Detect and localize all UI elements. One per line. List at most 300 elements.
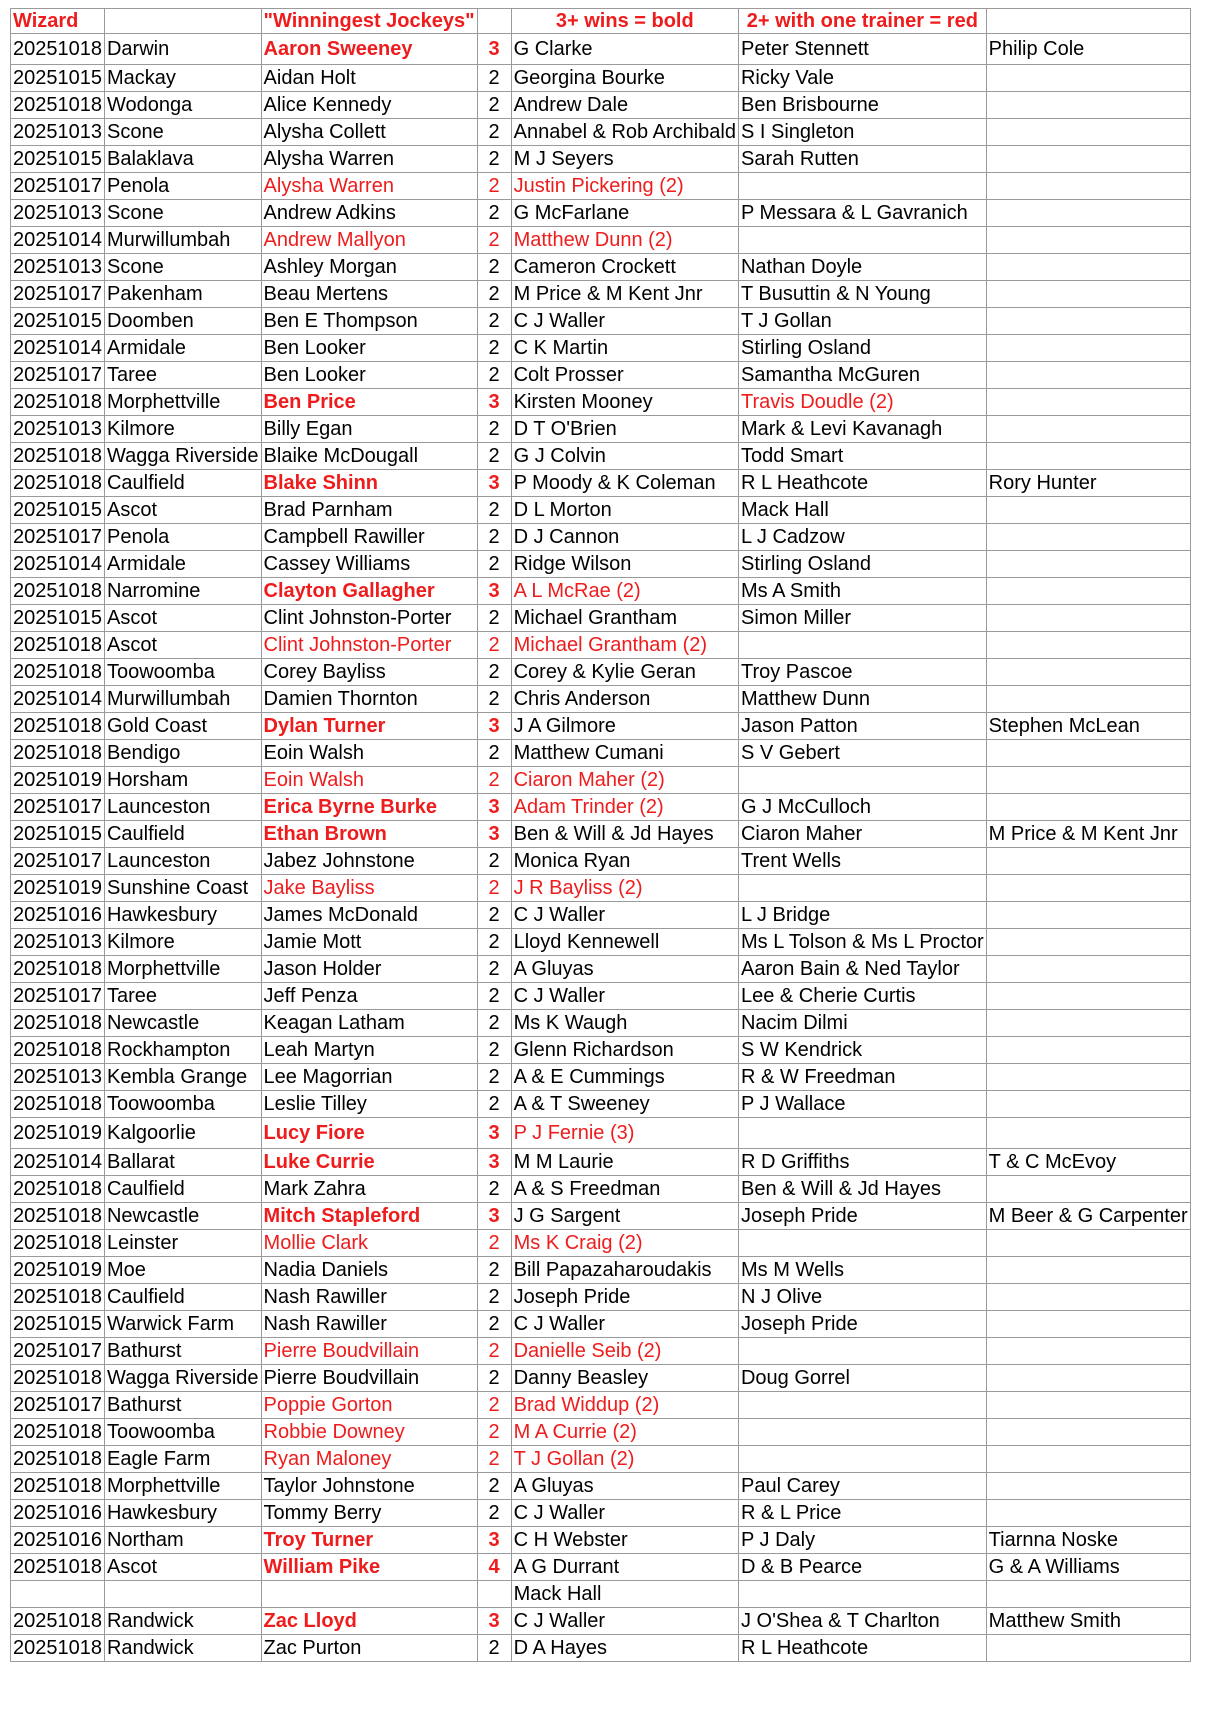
date-cell[interactable]: 20251019 [11, 875, 105, 902]
wins-cell[interactable]: 2 [477, 659, 511, 686]
date-cell[interactable]: 20251018 [11, 1608, 105, 1635]
jockey-cell[interactable]: Eoin Walsh [261, 740, 477, 767]
jockey-cell[interactable]: Andrew Mallyon [261, 227, 477, 254]
jockey-cell[interactable]: Beau Mertens [261, 281, 477, 308]
venue-cell[interactable]: Morphettville [104, 1473, 261, 1500]
wins-cell[interactable]: 2 [477, 362, 511, 389]
jockey-cell[interactable]: William Pike [261, 1554, 477, 1581]
venue-cell[interactable]: Eagle Farm [104, 1446, 261, 1473]
wins-cell[interactable]: 2 [477, 65, 511, 92]
venue-cell[interactable]: Balaklava [104, 146, 261, 173]
venue-cell[interactable]: Toowoomba [104, 1419, 261, 1446]
trainer-1-cell[interactable]: T J Gollan (2) [511, 1446, 738, 1473]
trainer-2-cell[interactable]: Ms M Wells [738, 1257, 986, 1284]
trainer-1-cell[interactable]: A L McRae (2) [511, 578, 738, 605]
trainer-2-cell[interactable]: S W Kendrick [738, 1037, 986, 1064]
trainer-2-cell[interactable]: R L Heathcote [738, 1635, 986, 1662]
wins-cell[interactable]: 2 [477, 1338, 511, 1365]
venue-cell[interactable]: Hawkesbury [104, 902, 261, 929]
venue-cell[interactable]: Penola [104, 173, 261, 200]
wins-cell[interactable]: 2 [477, 1230, 511, 1257]
wins-cell[interactable]: 2 [477, 497, 511, 524]
jockey-cell[interactable]: Nash Rawiller [261, 1284, 477, 1311]
jockey-cell[interactable]: Pierre Boudvillain [261, 1338, 477, 1365]
trainer-1-cell[interactable]: Danny Beasley [511, 1365, 738, 1392]
date-cell[interactable]: 20251016 [11, 1527, 105, 1554]
trainer-3-cell[interactable] [986, 1500, 1190, 1527]
trainer-2-cell[interactable] [738, 1338, 986, 1365]
venue-cell[interactable]: Scone [104, 254, 261, 281]
trainer-2-cell[interactable]: Ben Brisbourne [738, 92, 986, 119]
trainer-3-cell[interactable] [986, 875, 1190, 902]
wins-cell[interactable]: 2 [477, 1365, 511, 1392]
header-cell-wizard[interactable]: Wizard [11, 9, 105, 34]
jockey-cell[interactable]: Jabez Johnstone [261, 848, 477, 875]
trainer-3-cell[interactable] [986, 1311, 1190, 1338]
jockey-cell[interactable]: Tommy Berry [261, 1500, 477, 1527]
venue-cell[interactable]: Ascot [104, 605, 261, 632]
wins-cell[interactable]: 2 [477, 281, 511, 308]
trainer-3-cell[interactable] [986, 146, 1190, 173]
trainer-2-cell[interactable]: Stirling Osland [738, 335, 986, 362]
wins-cell[interactable]: 2 [477, 1419, 511, 1446]
date-cell[interactable]: 20251015 [11, 605, 105, 632]
venue-cell[interactable]: Taree [104, 983, 261, 1010]
trainer-3-cell[interactable] [986, 1257, 1190, 1284]
jockey-cell[interactable]: Campbell Rawiller [261, 524, 477, 551]
wins-cell[interactable]: 3 [477, 34, 511, 65]
trainer-1-cell[interactable]: A & T Sweeney [511, 1091, 738, 1118]
trainer-1-cell[interactable]: C J Waller [511, 983, 738, 1010]
trainer-1-cell[interactable]: Monica Ryan [511, 848, 738, 875]
trainer-1-cell[interactable]: A & E Cummings [511, 1064, 738, 1091]
trainer-3-cell[interactable] [986, 740, 1190, 767]
header-cell-blank[interactable] [986, 9, 1190, 34]
jockey-cell[interactable]: Ben E Thompson [261, 308, 477, 335]
trainer-2-cell[interactable] [738, 1446, 986, 1473]
wins-cell[interactable]: 2 [477, 605, 511, 632]
trainer-1-cell[interactable]: M M Laurie [511, 1149, 738, 1176]
wins-cell[interactable]: 2 [477, 1311, 511, 1338]
wins-cell[interactable]: 2 [477, 929, 511, 956]
venue-cell[interactable]: Launceston [104, 794, 261, 821]
date-cell[interactable]: 20251016 [11, 1500, 105, 1527]
wins-cell[interactable]: 3 [477, 1203, 511, 1230]
jockey-cell[interactable]: Cassey Williams [261, 551, 477, 578]
jockey-cell[interactable]: Troy Turner [261, 1527, 477, 1554]
trainer-1-cell[interactable]: Corey & Kylie Geran [511, 659, 738, 686]
venue-cell[interactable]: Newcastle [104, 1010, 261, 1037]
jockey-cell[interactable]: Aaron Sweeney [261, 34, 477, 65]
date-cell[interactable]: 20251015 [11, 821, 105, 848]
wins-cell[interactable]: 2 [477, 1392, 511, 1419]
trainer-1-cell[interactable]: P Moody & K Coleman [511, 470, 738, 497]
wins-cell[interactable]: 2 [477, 551, 511, 578]
trainer-1-cell[interactable]: D L Morton [511, 497, 738, 524]
jockey-cell[interactable]: Erica Byrne Burke [261, 794, 477, 821]
venue-cell[interactable]: Toowoomba [104, 659, 261, 686]
trainer-3-cell[interactable] [986, 281, 1190, 308]
wins-cell[interactable]: 3 [477, 713, 511, 740]
trainer-3-cell[interactable] [986, 1365, 1190, 1392]
jockey-cell[interactable]: Jamie Mott [261, 929, 477, 956]
wins-cell[interactable]: 2 [477, 740, 511, 767]
trainer-2-cell[interactable]: T Busuttin & N Young [738, 281, 986, 308]
venue-cell[interactable]: Murwillumbah [104, 686, 261, 713]
trainer-1-cell[interactable]: Justin Pickering (2) [511, 173, 738, 200]
venue-cell[interactable]: Bendigo [104, 740, 261, 767]
trainer-3-cell[interactable] [986, 119, 1190, 146]
trainer-3-cell[interactable] [986, 1010, 1190, 1037]
trainer-1-cell[interactable]: G McFarlane [511, 200, 738, 227]
trainer-2-cell[interactable]: Aaron Bain & Ned Taylor [738, 956, 986, 983]
venue-cell[interactable]: Bathurst [104, 1338, 261, 1365]
trainer-3-cell[interactable] [986, 227, 1190, 254]
trainer-2-cell[interactable]: Todd Smart [738, 443, 986, 470]
venue-cell[interactable]: Kembla Grange [104, 1064, 261, 1091]
wins-cell[interactable]: 2 [477, 1176, 511, 1203]
jockey-cell[interactable]: Mollie Clark [261, 1230, 477, 1257]
venue-cell[interactable]: Ascot [104, 497, 261, 524]
jockey-cell[interactable]: Nash Rawiller [261, 1311, 477, 1338]
jockey-cell[interactable] [261, 1581, 477, 1608]
date-cell[interactable]: 20251018 [11, 1176, 105, 1203]
trainer-2-cell[interactable] [738, 1419, 986, 1446]
jockey-cell[interactable]: Lucy Fiore [261, 1118, 477, 1149]
trainer-1-cell[interactable]: D J Cannon [511, 524, 738, 551]
wins-cell[interactable]: 2 [477, 686, 511, 713]
venue-cell[interactable]: Ascot [104, 632, 261, 659]
wins-cell[interactable]: 2 [477, 767, 511, 794]
trainer-2-cell[interactable]: Troy Pascoe [738, 659, 986, 686]
trainer-1-cell[interactable]: M J Seyers [511, 146, 738, 173]
date-cell[interactable]: 20251015 [11, 497, 105, 524]
venue-cell[interactable]: Wagga Riverside [104, 443, 261, 470]
jockey-cell[interactable]: Blake Shinn [261, 470, 477, 497]
wins-cell[interactable]: 3 [477, 1149, 511, 1176]
trainer-2-cell[interactable] [738, 173, 986, 200]
trainer-1-cell[interactable]: Ben & Will & Jd Hayes [511, 821, 738, 848]
trainer-3-cell[interactable] [986, 497, 1190, 524]
trainer-1-cell[interactable]: Ms K Waugh [511, 1010, 738, 1037]
trainer-2-cell[interactable]: R D Griffiths [738, 1149, 986, 1176]
jockey-cell[interactable]: Lee Magorrian [261, 1064, 477, 1091]
date-cell[interactable]: 20251017 [11, 1338, 105, 1365]
jockey-cell[interactable]: Jeff Penza [261, 983, 477, 1010]
trainer-1-cell[interactable]: J R Bayliss (2) [511, 875, 738, 902]
venue-cell[interactable]: Taree [104, 362, 261, 389]
trainer-2-cell[interactable] [738, 767, 986, 794]
date-cell[interactable]: 20251014 [11, 686, 105, 713]
trainer-2-cell[interactable]: Joseph Pride [738, 1311, 986, 1338]
jockey-cell[interactable]: Zac Purton [261, 1635, 477, 1662]
wins-cell[interactable]: 3 [477, 578, 511, 605]
wins-cell[interactable]: 3 [477, 1118, 511, 1149]
venue-cell[interactable]: Kalgoorlie [104, 1118, 261, 1149]
trainer-3-cell[interactable] [986, 524, 1190, 551]
venue-cell[interactable]: Rockhampton [104, 1037, 261, 1064]
jockey-cell[interactable]: Alice Kennedy [261, 92, 477, 119]
trainer-1-cell[interactable]: Danielle Seib (2) [511, 1338, 738, 1365]
trainer-3-cell[interactable] [986, 983, 1190, 1010]
trainer-1-cell[interactable]: J A Gilmore [511, 713, 738, 740]
jockey-cell[interactable]: Brad Parnham [261, 497, 477, 524]
trainer-3-cell[interactable] [986, 794, 1190, 821]
date-cell[interactable]: 20251015 [11, 308, 105, 335]
venue-cell[interactable]: Caulfield [104, 1176, 261, 1203]
trainer-2-cell[interactable]: P J Daly [738, 1527, 986, 1554]
trainer-1-cell[interactable]: C J Waller [511, 308, 738, 335]
trainer-1-cell[interactable]: Georgina Bourke [511, 65, 738, 92]
trainer-3-cell[interactable] [986, 416, 1190, 443]
jockey-cell[interactable]: Ashley Morgan [261, 254, 477, 281]
trainer-1-cell[interactable]: P J Fernie (3) [511, 1118, 738, 1149]
trainer-2-cell[interactable]: D & B Pearce [738, 1554, 986, 1581]
trainer-2-cell[interactable] [738, 1118, 986, 1149]
trainer-2-cell[interactable]: G J McCulloch [738, 794, 986, 821]
wins-cell[interactable]: 3 [477, 1608, 511, 1635]
jockey-cell[interactable]: Corey Bayliss [261, 659, 477, 686]
jockey-cell[interactable]: Taylor Johnstone [261, 1473, 477, 1500]
venue-cell[interactable]: Caulfield [104, 821, 261, 848]
trainer-2-cell[interactable]: Mack Hall [738, 497, 986, 524]
venue-cell[interactable]: Scone [104, 119, 261, 146]
trainer-1-cell[interactable]: Ms K Craig (2) [511, 1230, 738, 1257]
wins-cell[interactable]: 2 [477, 146, 511, 173]
trainer-1-cell[interactable]: Annabel & Rob Archibald [511, 119, 738, 146]
wins-cell[interactable]: 2 [477, 119, 511, 146]
trainer-1-cell[interactable]: J G Sargent [511, 1203, 738, 1230]
trainer-3-cell[interactable] [986, 1581, 1190, 1608]
trainer-3-cell[interactable] [986, 1176, 1190, 1203]
trainer-2-cell[interactable] [738, 875, 986, 902]
trainer-1-cell[interactable]: Michael Grantham [511, 605, 738, 632]
jockey-cell[interactable]: James McDonald [261, 902, 477, 929]
trainer-3-cell[interactable] [986, 92, 1190, 119]
wins-cell[interactable]: 2 [477, 524, 511, 551]
jockey-cell[interactable]: Mark Zahra [261, 1176, 477, 1203]
venue-cell[interactable]: Scone [104, 200, 261, 227]
trainer-3-cell[interactable] [986, 659, 1190, 686]
jockey-cell[interactable]: Andrew Adkins [261, 200, 477, 227]
wins-cell[interactable]: 2 [477, 254, 511, 281]
venue-cell[interactable]: Mackay [104, 65, 261, 92]
trainer-3-cell[interactable] [986, 1338, 1190, 1365]
date-cell[interactable] [11, 1581, 105, 1608]
venue-cell[interactable]: Kilmore [104, 929, 261, 956]
venue-cell[interactable]: Narromine [104, 578, 261, 605]
venue-cell[interactable]: Randwick [104, 1608, 261, 1635]
jockey-cell[interactable]: Blaike McDougall [261, 443, 477, 470]
date-cell[interactable]: 20251016 [11, 902, 105, 929]
wins-cell[interactable]: 2 [477, 200, 511, 227]
trainer-3-cell[interactable] [986, 335, 1190, 362]
date-cell[interactable]: 20251014 [11, 551, 105, 578]
venue-cell[interactable]: Armidale [104, 335, 261, 362]
trainer-1-cell[interactable]: C K Martin [511, 335, 738, 362]
venue-cell[interactable]: Caulfield [104, 470, 261, 497]
wins-cell[interactable]: 2 [477, 1500, 511, 1527]
venue-cell[interactable]: Pakenham [104, 281, 261, 308]
trainer-3-cell[interactable] [986, 686, 1190, 713]
date-cell[interactable]: 20251019 [11, 1257, 105, 1284]
wins-cell[interactable]: 2 [477, 1010, 511, 1037]
trainer-1-cell[interactable]: Colt Prosser [511, 362, 738, 389]
trainer-3-cell[interactable] [986, 200, 1190, 227]
date-cell[interactable]: 20251014 [11, 335, 105, 362]
venue-cell[interactable]: Doomben [104, 308, 261, 335]
date-cell[interactable]: 20251018 [11, 1037, 105, 1064]
trainer-2-cell[interactable]: Samantha McGuren [738, 362, 986, 389]
jockey-cell[interactable]: Poppie Gorton [261, 1392, 477, 1419]
venue-cell[interactable]: Northam [104, 1527, 261, 1554]
trainer-3-cell[interactable]: M Beer & G Carpenter [986, 1203, 1190, 1230]
trainer-2-cell[interactable]: Ricky Vale [738, 65, 986, 92]
venue-cell[interactable]: Penola [104, 524, 261, 551]
wins-cell[interactable]: 3 [477, 794, 511, 821]
header-cell-bold-rule[interactable]: 3+ wins = bold [511, 9, 738, 34]
jockey-cell[interactable]: Clint Johnston-Porter [261, 632, 477, 659]
trainer-3-cell[interactable] [986, 308, 1190, 335]
date-cell[interactable]: 20251018 [11, 470, 105, 497]
trainer-2-cell[interactable]: N J Olive [738, 1284, 986, 1311]
trainer-2-cell[interactable]: Ms A Smith [738, 578, 986, 605]
date-cell[interactable]: 20251018 [11, 659, 105, 686]
wins-cell[interactable]: 2 [477, 875, 511, 902]
trainer-3-cell[interactable]: Matthew Smith [986, 1608, 1190, 1635]
venue-cell[interactable]: Toowoomba [104, 1091, 261, 1118]
date-cell[interactable]: 20251013 [11, 1064, 105, 1091]
venue-cell[interactable] [104, 1581, 261, 1608]
date-cell[interactable]: 20251018 [11, 713, 105, 740]
wins-cell[interactable]: 3 [477, 389, 511, 416]
date-cell[interactable]: 20251018 [11, 1230, 105, 1257]
trainer-2-cell[interactable]: Mark & Levi Kavanagh [738, 416, 986, 443]
venue-cell[interactable]: Sunshine Coast [104, 875, 261, 902]
jockey-cell[interactable]: Alysha Collett [261, 119, 477, 146]
trainer-3-cell[interactable] [986, 1118, 1190, 1149]
trainer-2-cell[interactable]: Sarah Rutten [738, 146, 986, 173]
wins-cell[interactable]: 2 [477, 956, 511, 983]
trainer-3-cell[interactable]: G & A Williams [986, 1554, 1190, 1581]
date-cell[interactable]: 20251014 [11, 227, 105, 254]
trainer-2-cell[interactable]: Joseph Pride [738, 1203, 986, 1230]
trainer-2-cell[interactable]: S V Gebert [738, 740, 986, 767]
venue-cell[interactable]: Randwick [104, 1635, 261, 1662]
trainer-2-cell[interactable] [738, 1581, 986, 1608]
jockey-cell[interactable]: Ryan Maloney [261, 1446, 477, 1473]
date-cell[interactable]: 20251015 [11, 1311, 105, 1338]
date-cell[interactable]: 20251018 [11, 1091, 105, 1118]
jockey-cell[interactable]: Damien Thornton [261, 686, 477, 713]
date-cell[interactable]: 20251018 [11, 1419, 105, 1446]
wins-cell[interactable]: 2 [477, 443, 511, 470]
date-cell[interactable]: 20251013 [11, 200, 105, 227]
trainer-1-cell[interactable]: C J Waller [511, 902, 738, 929]
wins-cell[interactable]: 2 [477, 1446, 511, 1473]
venue-cell[interactable]: Wagga Riverside [104, 1365, 261, 1392]
wins-cell[interactable]: 2 [477, 902, 511, 929]
trainer-1-cell[interactable]: Matthew Cumani [511, 740, 738, 767]
trainer-1-cell[interactable]: Mack Hall [511, 1581, 738, 1608]
trainer-3-cell[interactable]: Stephen McLean [986, 713, 1190, 740]
jockey-cell[interactable]: Ben Price [261, 389, 477, 416]
wins-cell[interactable]: 2 [477, 335, 511, 362]
trainer-1-cell[interactable]: Lloyd Kennewell [511, 929, 738, 956]
wins-cell[interactable]: 2 [477, 1473, 511, 1500]
trainer-2-cell[interactable]: P J Wallace [738, 1091, 986, 1118]
trainer-3-cell[interactable]: Rory Hunter [986, 470, 1190, 497]
trainer-3-cell[interactable] [986, 848, 1190, 875]
venue-cell[interactable]: Bathurst [104, 1392, 261, 1419]
jockey-cell[interactable]: Nadia Daniels [261, 1257, 477, 1284]
trainer-1-cell[interactable]: Ridge Wilson [511, 551, 738, 578]
date-cell[interactable]: 20251013 [11, 929, 105, 956]
jockey-cell[interactable]: Mitch Stapleford [261, 1203, 477, 1230]
wins-cell[interactable]: 2 [477, 1635, 511, 1662]
trainer-1-cell[interactable]: Kirsten Mooney [511, 389, 738, 416]
trainer-3-cell[interactable] [986, 65, 1190, 92]
trainer-3-cell[interactable] [986, 902, 1190, 929]
trainer-2-cell[interactable]: Ms L Tolson & Ms L Proctor [738, 929, 986, 956]
venue-cell[interactable]: Ascot [104, 1554, 261, 1581]
date-cell[interactable]: 20251019 [11, 1118, 105, 1149]
trainer-3-cell[interactable] [986, 1037, 1190, 1064]
header-cell-red-rule[interactable]: 2+ with one trainer = red [738, 9, 986, 34]
jockey-cell[interactable]: Ben Looker [261, 335, 477, 362]
wins-cell[interactable]: 2 [477, 1284, 511, 1311]
trainer-2-cell[interactable]: Matthew Dunn [738, 686, 986, 713]
trainer-3-cell[interactable] [986, 1392, 1190, 1419]
trainer-2-cell[interactable]: Ciaron Maher [738, 821, 986, 848]
trainer-3-cell[interactable] [986, 929, 1190, 956]
trainer-3-cell[interactable] [986, 1473, 1190, 1500]
date-cell[interactable]: 20251018 [11, 1554, 105, 1581]
trainer-2-cell[interactable]: Lee & Cherie Curtis [738, 983, 986, 1010]
jockey-cell[interactable]: Leah Martyn [261, 1037, 477, 1064]
wins-cell[interactable]: 3 [477, 470, 511, 497]
date-cell[interactable]: 20251018 [11, 632, 105, 659]
venue-cell[interactable]: Newcastle [104, 1203, 261, 1230]
trainer-3-cell[interactable]: T & C McEvoy [986, 1149, 1190, 1176]
trainer-1-cell[interactable]: D A Hayes [511, 1635, 738, 1662]
venue-cell[interactable]: Horsham [104, 767, 261, 794]
wins-cell[interactable]: 4 [477, 1554, 511, 1581]
date-cell[interactable]: 20251018 [11, 92, 105, 119]
trainer-2-cell[interactable]: Stirling Osland [738, 551, 986, 578]
trainer-2-cell[interactable] [738, 227, 986, 254]
date-cell[interactable]: 20251017 [11, 524, 105, 551]
trainer-1-cell[interactable]: Bill Papazaharoudakis [511, 1257, 738, 1284]
trainer-1-cell[interactable]: C J Waller [511, 1608, 738, 1635]
trainer-1-cell[interactable]: Joseph Pride [511, 1284, 738, 1311]
trainer-1-cell[interactable]: Ciaron Maher (2) [511, 767, 738, 794]
trainer-2-cell[interactable] [738, 632, 986, 659]
date-cell[interactable]: 20251013 [11, 254, 105, 281]
trainer-2-cell[interactable]: J O'Shea & T Charlton [738, 1608, 986, 1635]
trainer-2-cell[interactable]: Ben & Will & Jd Hayes [738, 1176, 986, 1203]
trainer-1-cell[interactable]: G J Colvin [511, 443, 738, 470]
trainer-2-cell[interactable]: L J Bridge [738, 902, 986, 929]
date-cell[interactable]: 20251017 [11, 848, 105, 875]
trainer-2-cell[interactable]: R L Heathcote [738, 470, 986, 497]
trainer-2-cell[interactable]: Trent Wells [738, 848, 986, 875]
trainer-1-cell[interactable]: Matthew Dunn (2) [511, 227, 738, 254]
date-cell[interactable]: 20251018 [11, 1473, 105, 1500]
jockey-cell[interactable]: Aidan Holt [261, 65, 477, 92]
jockey-cell[interactable]: Jason Holder [261, 956, 477, 983]
trainer-1-cell[interactable]: A & S Freedman [511, 1176, 738, 1203]
